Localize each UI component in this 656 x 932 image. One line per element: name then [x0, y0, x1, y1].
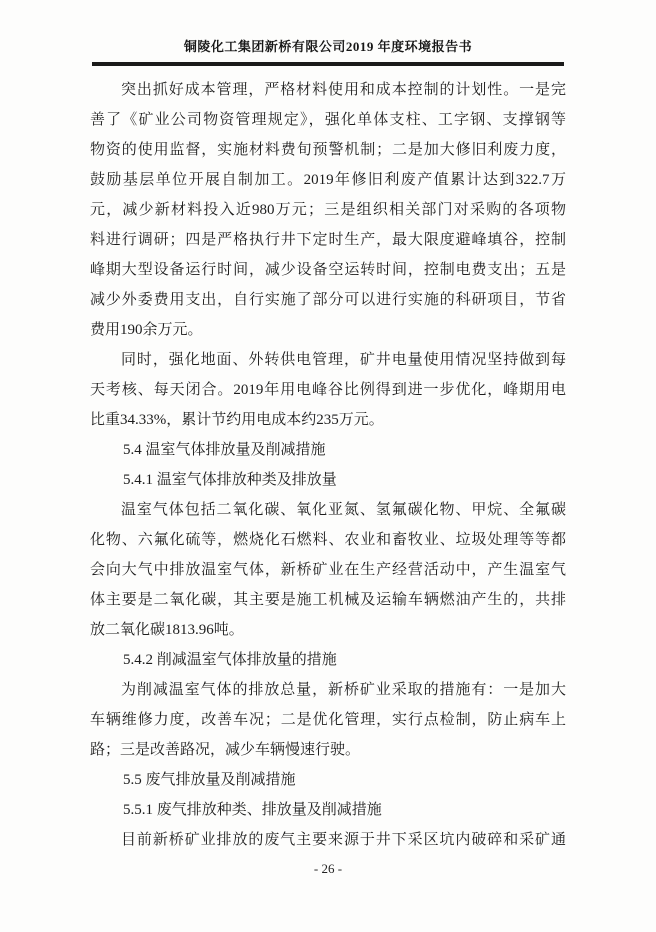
text-line: 料进行调研；四是严格执行井下定时生产，最大限度避峰填谷，控制 — [90, 232, 566, 248]
text-line: 为削减温室气体的排放总量，新桥矿业采取的措施有：一是加大 — [121, 682, 566, 698]
text-line: 减少外委费用支出，自行实施了部分可以进行实施的科研项目，节省 — [90, 292, 566, 308]
text-line: 目前新桥矿业排放的废气主要来源于井下采区坑内破碎和采矿通 — [121, 832, 566, 848]
section-heading: 5.4 温室气体排放量及削减措施 — [123, 442, 326, 458]
text-line: 比重34.33%，累计节约用电成本约235万元。 — [90, 412, 384, 428]
page-number: - 26 - — [313, 861, 343, 876]
text-line: 化物、六氟化硫等，燃烧化石燃料、农业和畜牧业、垃圾处理等等都 — [90, 532, 566, 548]
header-title: 铜陵化工集团新桥有限公司2019 年度环境报告书 — [183, 39, 473, 54]
page-footer — [0, 861, 656, 877]
text-line: 会向大气中排放温室气体，新桥矿业在生产经营活动中，产生温室气 — [90, 562, 566, 578]
section-heading: 5.4.1 温室气体排放种类及排放量 — [123, 472, 337, 488]
text-line: 放二氧化碳1813.96吨。 — [90, 622, 244, 638]
text-line: 善了《矿业公司物资管理规定》，强化单体支柱、工字钢、支撑钢等 — [90, 112, 566, 128]
text-line: 车辆维修力度，改善车况；二是优化管理，实行点检制，防止病车上 — [90, 712, 566, 728]
section-heading: 5.4.2 削减温室气体排放量的措施 — [123, 652, 337, 668]
text-line: 温室气体包括二氧化碳、氧化亚氮、氢氟碳化物、甲烷、全氟碳 — [121, 502, 566, 518]
text-line: 突出抓好成本管理，严格材料使用和成本控制的计划性。一是完 — [121, 82, 566, 98]
text-line: 物资的使用监督，实施材料费旬预警机制；二是加大修旧利废力度， — [90, 142, 566, 158]
text-line: 同时，强化地面、外转供电管理，矿井电量使用情况坚持做到每 — [121, 352, 566, 368]
text-line: 鼓励基层单位开展自制加工。2019年修旧利废产值累计达到322.7万 — [90, 172, 566, 188]
section-heading: 5.5 废气排放量及削减措施 — [123, 772, 296, 788]
text-line: 元，减少新材料投入近980万元；三是组织相关部门对采购的各项物 — [90, 202, 566, 218]
page-header — [0, 36, 656, 66]
text-line: 体主要是二氧化碳，其主要是施工机械及运输车辆燃油产生的，共排 — [90, 592, 566, 608]
header-rule — [92, 62, 564, 66]
text-line: 费用190余万元。 — [90, 322, 203, 338]
text-line: 路；三是改善路况，减少车辆慢速行驶。 — [90, 742, 361, 758]
document-body — [90, 75, 566, 855]
text-line: 天考核、每天闭合。2019年用电峰谷比例得到进一步优化，峰期用电 — [90, 382, 566, 398]
section-heading: 5.5.1 废气排放种类、排放量及削减措施 — [123, 802, 382, 818]
text-line: 峰期大型设备运行时间，减少设备空运转时间，控制电费支出；五是 — [90, 262, 566, 278]
